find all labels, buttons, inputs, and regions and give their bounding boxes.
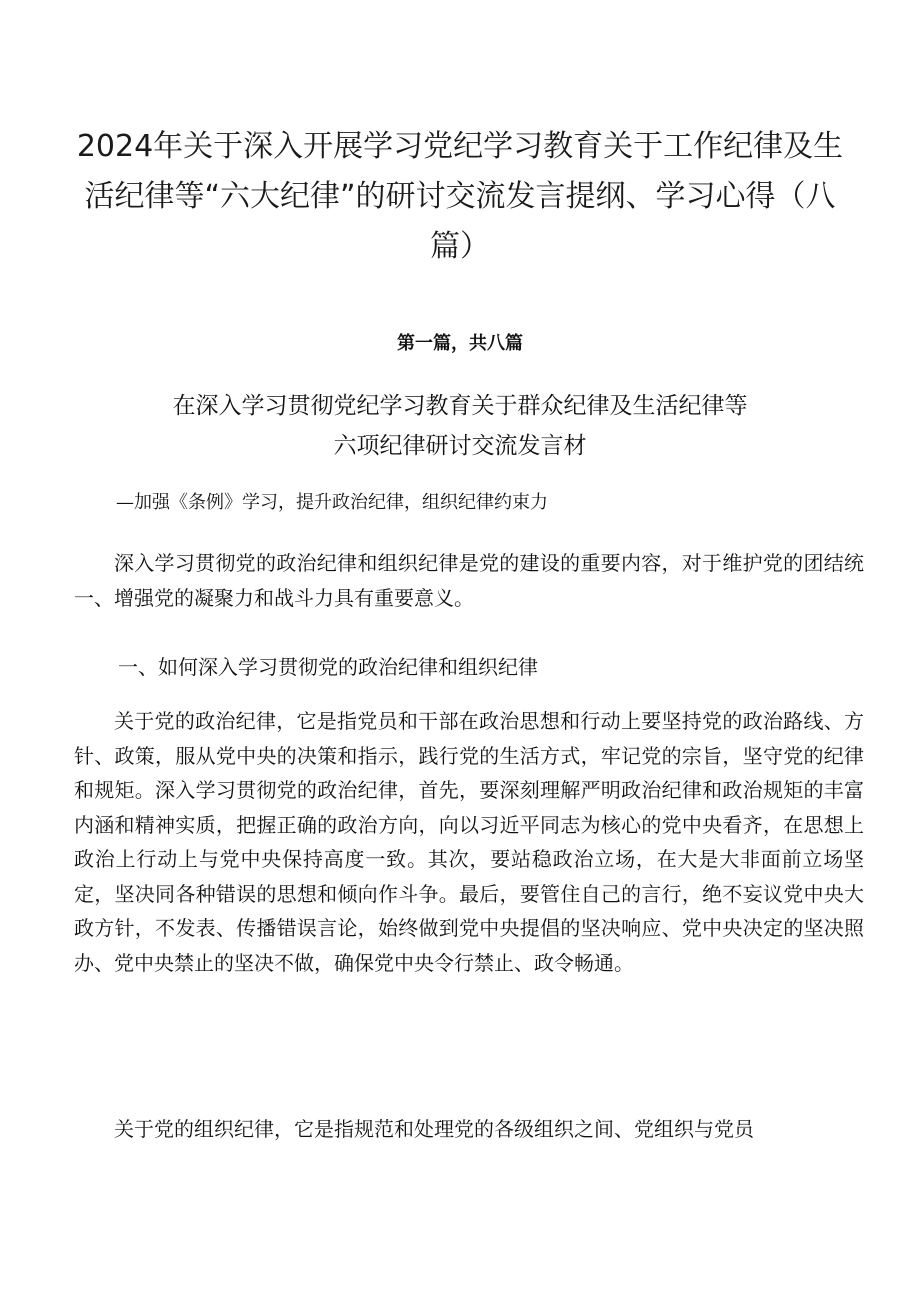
section-heading-1: 一、如何深入学习贯彻党的政治纪律和组织纪律 xyxy=(118,655,538,679)
article-title xyxy=(70,386,850,466)
document-title: 2024年关于深入开展学习党纪学习教育关于工作纪律及生活纪律等“六大纪律”的研讨交流发言提纲、学习心得（八篇） xyxy=(76,129,844,264)
article-subtitle: —加强《条例》学习，提升政治纪律，组织纪律约束力 xyxy=(116,492,548,513)
paragraph-organizational-discipline: 关于党的组织纪律，它是指规范和处理党的各级组织之间、党组织与党员 xyxy=(114,1117,754,1141)
paragraph-political-discipline: 关于党的政治纪律，它是指党员和干部在政治思想和行动上要坚持党的政治路线、方针、政策，服从党中央的决策和指示，践行党的生活方式，牢记党的宗旨，坚守党的纪律和规矩。深入学习贯彻党的政治纪律，首先，要深刻理解严明政治纪律和政治规矩的丰富内涵和精神实质，把握正确的政治方向，向以习近平同志为核心的党中央看齐，在思想上政治上行动上与党中央保持高度一致。其次，要站稳政治立场，在大是大非面前立场坚定，坚决同各种错误的思想和倾向作斗争。最后，要管住自己的言行，绝不妄议党中央大政方针，不发表、传播错误言论，始终做到党中央提倡的坚决响应、党中央决定的坚决照办、党中央禁止的坚决不做，确保党中央令行禁止、政令畅通。 xyxy=(74,709,864,975)
article-title-line-2: 六项纪律研讨交流发言材 xyxy=(333,433,587,459)
chapter-label: 第一篇，共八篇 xyxy=(397,333,523,354)
article-title-line-1: 在深入学习贯彻党纪学习教育关于群众纪律及生活纪律等 xyxy=(172,393,748,419)
paragraph-intro: 深入学习贯彻党的政治纪律和组织纪律是党的建设的重要内容，对于维护党的团结统一、增强党的凝聚力和战斗力具有重要意义。 xyxy=(74,551,864,610)
